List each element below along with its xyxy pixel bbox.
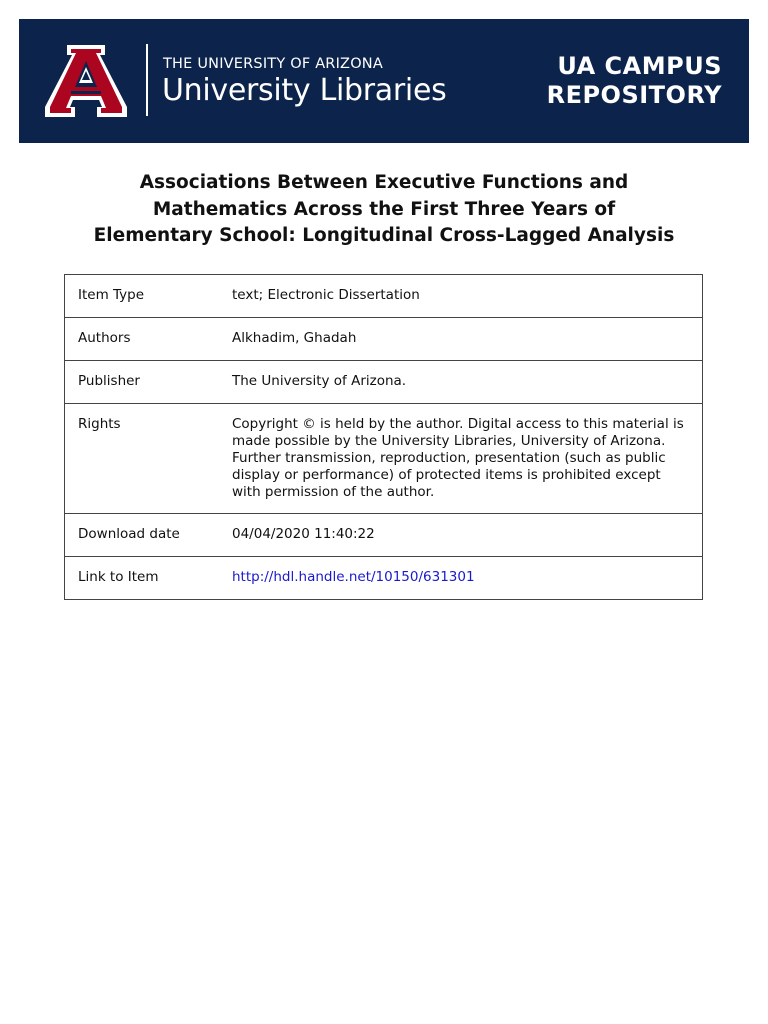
metadata-label: Item Type bbox=[65, 275, 233, 318]
metadata-row-item-type bbox=[65, 275, 703, 318]
metadata-row-link bbox=[65, 557, 703, 600]
title-line-3: Elementary School: Longitudinal Cross-Lagged Analysis bbox=[93, 225, 675, 246]
metadata-row-publisher bbox=[65, 361, 703, 404]
metadata-row-authors bbox=[65, 318, 703, 361]
metadata-row-download-date bbox=[65, 514, 703, 557]
item-handle-link[interactable]: http://hdl.handle.net/10150/631301 bbox=[232, 569, 475, 585]
libraries-name: University Libraries bbox=[162, 73, 447, 108]
metadata-value: Copyright © is held by the author. Digital access to this material is made possible by the University Libraries, University of Arizona. Further transmission, reproduction, presentation (such as public display or performance) of protected items is prohibited except with permission of the author. bbox=[232, 404, 703, 514]
metadata-row-rights bbox=[65, 404, 703, 514]
metadata-value: The University of Arizona. bbox=[232, 361, 703, 404]
document-title bbox=[40, 170, 728, 250]
repository-name-line1: UA CAMPUS bbox=[557, 52, 722, 80]
metadata-label: Download date bbox=[65, 514, 233, 557]
title-line-1: Associations Between Executive Functions and bbox=[139, 172, 629, 193]
metadata-value: Alkhadim, Ghadah bbox=[232, 318, 703, 361]
metadata-value: text; Electronic Dissertation bbox=[232, 275, 703, 318]
title-line-2: Mathematics Across the First Three Years of bbox=[152, 198, 616, 220]
repository-name-line2: REPOSITORY bbox=[546, 81, 722, 109]
header-banner bbox=[19, 19, 749, 143]
metadata-value: 04/04/2020 11:40:22 bbox=[232, 514, 703, 557]
metadata-table bbox=[64, 274, 703, 600]
metadata-value bbox=[232, 557, 703, 600]
metadata-label: Rights bbox=[65, 404, 233, 514]
metadata-label: Authors bbox=[65, 318, 233, 361]
metadata-label: Link to Item bbox=[65, 557, 233, 600]
university-name: THE UNIVERSITY OF ARIZONA bbox=[163, 56, 383, 72]
banner-divider bbox=[146, 44, 148, 116]
metadata-label: Publisher bbox=[65, 361, 233, 404]
arizona-block-a-logo bbox=[45, 45, 127, 117]
